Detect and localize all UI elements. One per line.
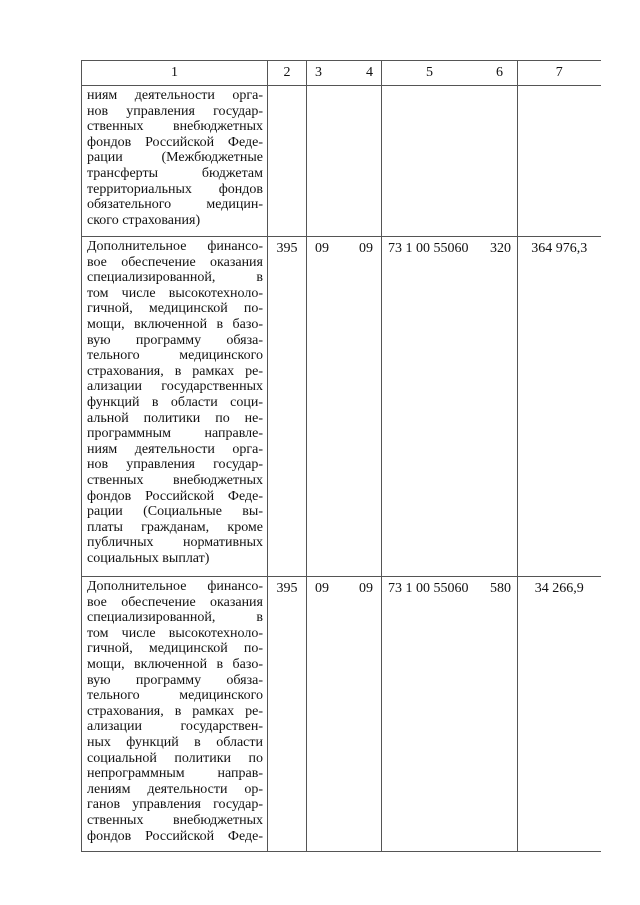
description-line: Дополнительное финансо- <box>87 579 263 594</box>
row-description <box>82 237 268 577</box>
description-line: альной политики по не- <box>87 410 263 426</box>
description-line: ственных внебюджетных <box>87 472 263 488</box>
cell-expense-type: 580 <box>490 581 511 596</box>
description-line: том числе высокотехноло- <box>87 285 263 301</box>
description-line: публичных нормативных <box>87 535 263 551</box>
cell-target <box>382 237 518 577</box>
description-line: ниям деятельности орга- <box>87 88 263 103</box>
description-line: ганов управления государ- <box>87 797 263 813</box>
description-line: рации (Межбюджетные <box>87 150 263 166</box>
cell-amount <box>518 86 601 237</box>
description-line: специализированной, в <box>87 270 263 286</box>
description-line: рации (Социальные вы- <box>87 504 263 520</box>
description-line: социальной политики по <box>87 750 263 766</box>
description-line: нов управления государ- <box>87 103 263 119</box>
description-line: гичной, медицинской по- <box>87 301 263 317</box>
cell-section <box>307 237 382 577</box>
budget-table <box>81 60 601 852</box>
description-line: ского страхования) <box>87 212 201 228</box>
table-row <box>82 86 601 237</box>
description-line: страхования, в рамках ре- <box>87 363 263 379</box>
description-line: трансферты бюджетам <box>87 165 263 181</box>
header-col-3: 3 <box>315 65 322 81</box>
header-col-7: 7 <box>518 61 601 86</box>
description-line: тельного медицинского <box>87 348 263 364</box>
description-line: ных функций в области <box>87 734 263 750</box>
row-description <box>82 86 268 237</box>
description-line: фондов Российской Феде- <box>87 828 263 844</box>
cell-target <box>382 577 518 852</box>
description-line: ственных внебюджетных <box>87 119 263 135</box>
cell-section <box>307 577 382 852</box>
description-line: нов управления государ- <box>87 457 263 473</box>
description-line: мощи, включенной в базо- <box>87 316 263 332</box>
description-line: обязательного медицин- <box>87 197 263 213</box>
header-col-2: 2 <box>268 61 307 86</box>
table-row <box>82 237 601 577</box>
header-col-1: 1 <box>82 61 268 86</box>
description-line: гичной, медицинской по- <box>87 641 263 657</box>
cell-admin-code: 395 <box>268 237 307 577</box>
description-line: функций в области соци- <box>87 394 263 410</box>
description-line: ниям деятельности орга- <box>87 441 263 457</box>
row-description <box>82 577 268 852</box>
header-col-5: 5 <box>426 65 433 81</box>
header-col-6: 6 <box>496 65 503 81</box>
cell-admin-code: 395 <box>268 577 307 852</box>
description-line: фондов Российской Феде- <box>87 488 263 504</box>
cell-subsection-code: 09 <box>359 581 373 596</box>
description-line: вое обеспечение оказания <box>87 594 263 610</box>
header-col-5-6 <box>382 61 518 86</box>
description-line: ственных внебюджетных <box>87 812 263 828</box>
description-line: социальных выплат) <box>87 550 210 566</box>
description-line: непрограммным направ- <box>87 766 263 782</box>
cell-amount: 364 976,3 <box>518 237 601 577</box>
description-line: территориальных фондов <box>87 181 263 197</box>
description-line: специализированной, в <box>87 610 263 626</box>
cell-amount: 34 266,9 <box>518 577 601 852</box>
cell-target-article: 73 1 00 55060 <box>388 581 469 596</box>
description-line: вое обеспечение оказания <box>87 254 263 270</box>
description-line: ализации государственных <box>87 379 263 395</box>
description-line: мощи, включенной в базо- <box>87 656 263 672</box>
cell-subsection-code: 09 <box>359 241 373 256</box>
cell-expense-type: 320 <box>490 241 511 256</box>
description-line: вую программу обяза- <box>87 672 263 688</box>
description-line: том числе высокотехноло- <box>87 625 263 641</box>
description-line: фондов Российской Феде- <box>87 134 263 150</box>
header-row <box>82 61 601 86</box>
description-line: тельного медицинского <box>87 688 263 704</box>
description-line: Дополнительное финансо- <box>87 239 263 254</box>
description-line: ализации государствен- <box>87 719 263 735</box>
header-col-3-4 <box>307 61 382 86</box>
description-line: платы гражданам, кроме <box>87 519 263 535</box>
table-row <box>82 577 601 852</box>
cell-target-article: 73 1 00 55060 <box>388 241 469 256</box>
cell-section <box>307 86 382 237</box>
cell-target <box>382 86 518 237</box>
cell-admin-code <box>268 86 307 237</box>
cell-section-code: 09 <box>315 241 329 256</box>
description-line: лениям деятельности ор- <box>87 781 263 797</box>
description-line: страхования, в рамках ре- <box>87 703 263 719</box>
header-col-4: 4 <box>366 65 373 81</box>
description-line: вую программу обяза- <box>87 332 263 348</box>
description-line: программным направле- <box>87 426 263 442</box>
cell-section-code: 09 <box>315 581 329 596</box>
